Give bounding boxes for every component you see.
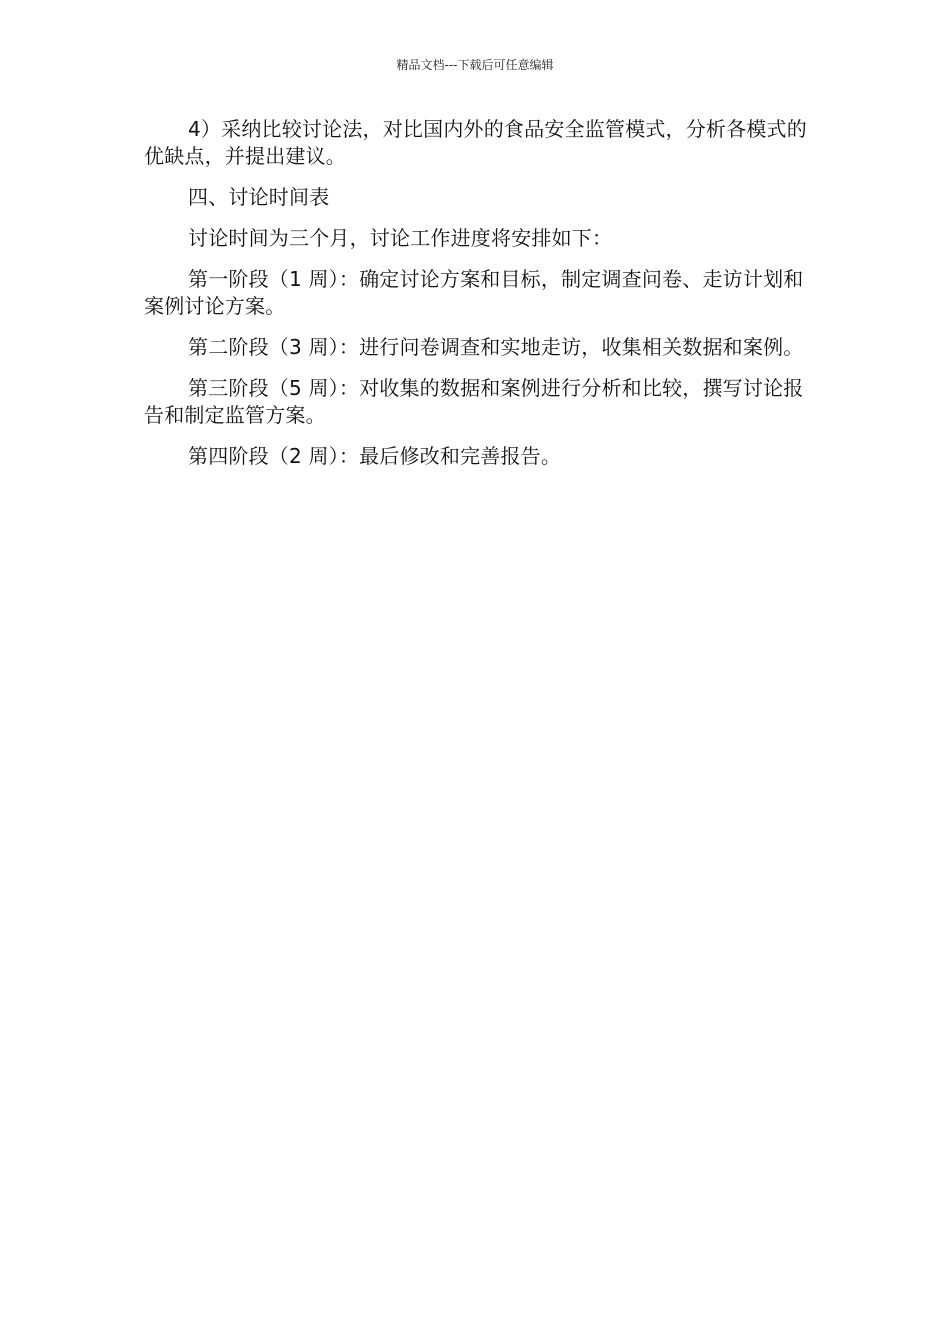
paragraph-method-4: 4）采纳比较讨论法，对比国内外的食品安全监管模式，分析各模式的优缺点，并提出建议。 bbox=[144, 117, 807, 168]
paragraph-schedule-intro: 讨论时间为三个月，讨论工作进度将安排如下： bbox=[188, 226, 613, 250]
paragraph-phase-1: 第一阶段（1 周）：确定讨论方案和目标，制定调查问卷、走访计划和案例讨论方案。 bbox=[144, 267, 804, 318]
page-header: 精品文档---下载后可任意编辑 bbox=[396, 58, 554, 72]
paragraph-phase-3: 第三阶段（5 周）：对收集的数据和案例进行分析和比较，撰写讨论报告和制定监管方案。 bbox=[144, 376, 804, 427]
document-body bbox=[144, 116, 810, 484]
paragraph-phase-4: 第四阶段（2 周）：最后修改和完善报告。 bbox=[188, 444, 562, 468]
section-heading-schedule: 四、讨论时间表 bbox=[188, 185, 330, 209]
paragraph-phase-2: 第二阶段（3 周）：进行问卷调查和实地走访，收集相关数据和案例。 bbox=[188, 335, 804, 359]
